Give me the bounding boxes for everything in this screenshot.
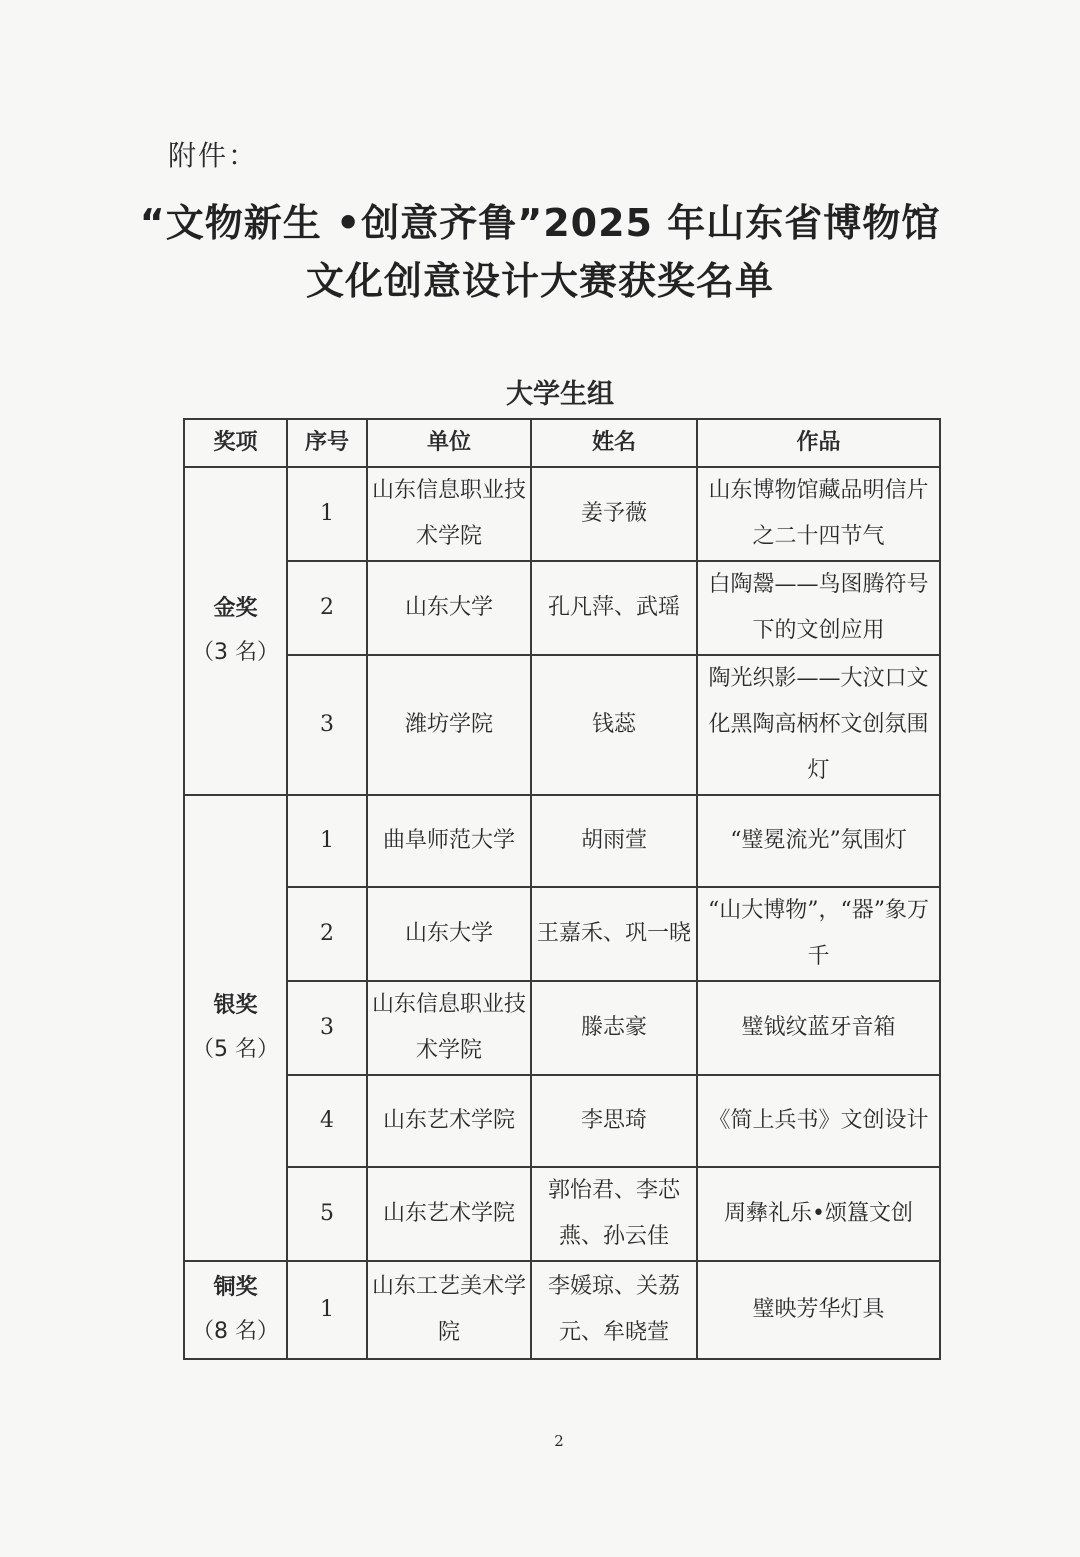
header-unit: 单位 [367,419,531,467]
row-people: 姜予薇 [531,467,697,561]
row-no: 4 [287,1075,367,1167]
award-gold [184,467,287,795]
row-unit: 潍坊学院 [367,655,531,795]
row-work: “山大博物”，“器”象万千 [697,887,940,981]
row-people: 王嘉禾、巩一晓 [531,887,697,981]
row-work: 《简上兵书》文创设计 [697,1075,940,1167]
award-silver-name: 银奖 [213,993,258,1018]
row-no: 5 [287,1167,367,1261]
row-work: 周彝礼乐•颂簋文创 [697,1167,940,1261]
row-unit: 山东信息职业技术学院 [367,981,531,1075]
table-row [184,655,940,795]
row-work: 白陶鬶——鸟图腾符号下的文创应用 [697,561,940,655]
award-bronze [184,1261,287,1359]
award-gold-count: （3 名） [192,640,279,665]
attachment-label: 附件： [168,139,259,172]
row-unit: 山东信息职业技术学院 [367,467,531,561]
row-no: 1 [287,795,367,887]
table-row [184,1075,940,1167]
row-unit: 山东大学 [367,887,531,981]
row-work: 璧钺纹蓝牙音箱 [697,981,940,1075]
award-gold-name: 金奖 [213,596,258,621]
header-no: 序号 [287,419,367,467]
header-award: 奖项 [184,419,287,467]
row-no: 3 [287,981,367,1075]
row-people: 郭怡君、李芯燕、孙云佳 [531,1167,697,1261]
row-people: 滕志豪 [531,981,697,1075]
row-work: 山东博物馆藏品明信片之二十四节气 [697,467,940,561]
document-title-line-1: “文物新生 •创意齐鲁”2025 年山东省博物馆 [139,201,941,245]
row-people: 孔凡萍、武瑶 [531,561,697,655]
row-unit: 曲阜师范大学 [367,795,531,887]
row-people: 胡雨萱 [531,795,697,887]
document-title-line-2: 文化创意设计大赛获奖名单 [305,259,774,303]
row-unit: 山东艺术学院 [367,1167,531,1261]
header-work: 作品 [697,419,940,467]
table-row [184,795,940,887]
table-header-row [184,419,940,467]
table-row [184,1261,940,1359]
table-row [184,1167,940,1261]
row-people: 钱蕊 [531,655,697,795]
award-bronze-count: （8 名） [192,1319,279,1344]
row-unit: 山东艺术学院 [367,1075,531,1167]
row-unit: 山东大学 [367,561,531,655]
table-row [184,467,940,561]
award-silver [184,795,287,1261]
award-silver-count: （5 名） [192,1037,279,1062]
page-number: 2 [554,1432,564,1450]
row-people: 李思琦 [531,1075,697,1167]
row-work: 璧映芳华灯具 [697,1261,940,1359]
row-unit: 山东工艺美术学院 [367,1261,531,1359]
table-row [184,561,940,655]
table-row [184,981,940,1075]
row-no: 2 [287,887,367,981]
row-work: 陶光织影——大汶口文化黑陶高柄杯文创氛围灯 [697,655,940,795]
row-no: 1 [287,467,367,561]
awards-table [183,418,941,1360]
row-no: 3 [287,655,367,795]
header-name: 姓名 [531,419,697,467]
row-work: “璧冕流光”氛围灯 [697,795,940,887]
row-no: 1 [287,1261,367,1359]
group-title: 大学生组 [506,379,614,410]
table-row [184,887,940,981]
row-people: 李媛琼、关荔元、牟晓萱 [531,1261,697,1359]
row-no: 2 [287,561,367,655]
award-bronze-name: 铜奖 [213,1275,258,1300]
